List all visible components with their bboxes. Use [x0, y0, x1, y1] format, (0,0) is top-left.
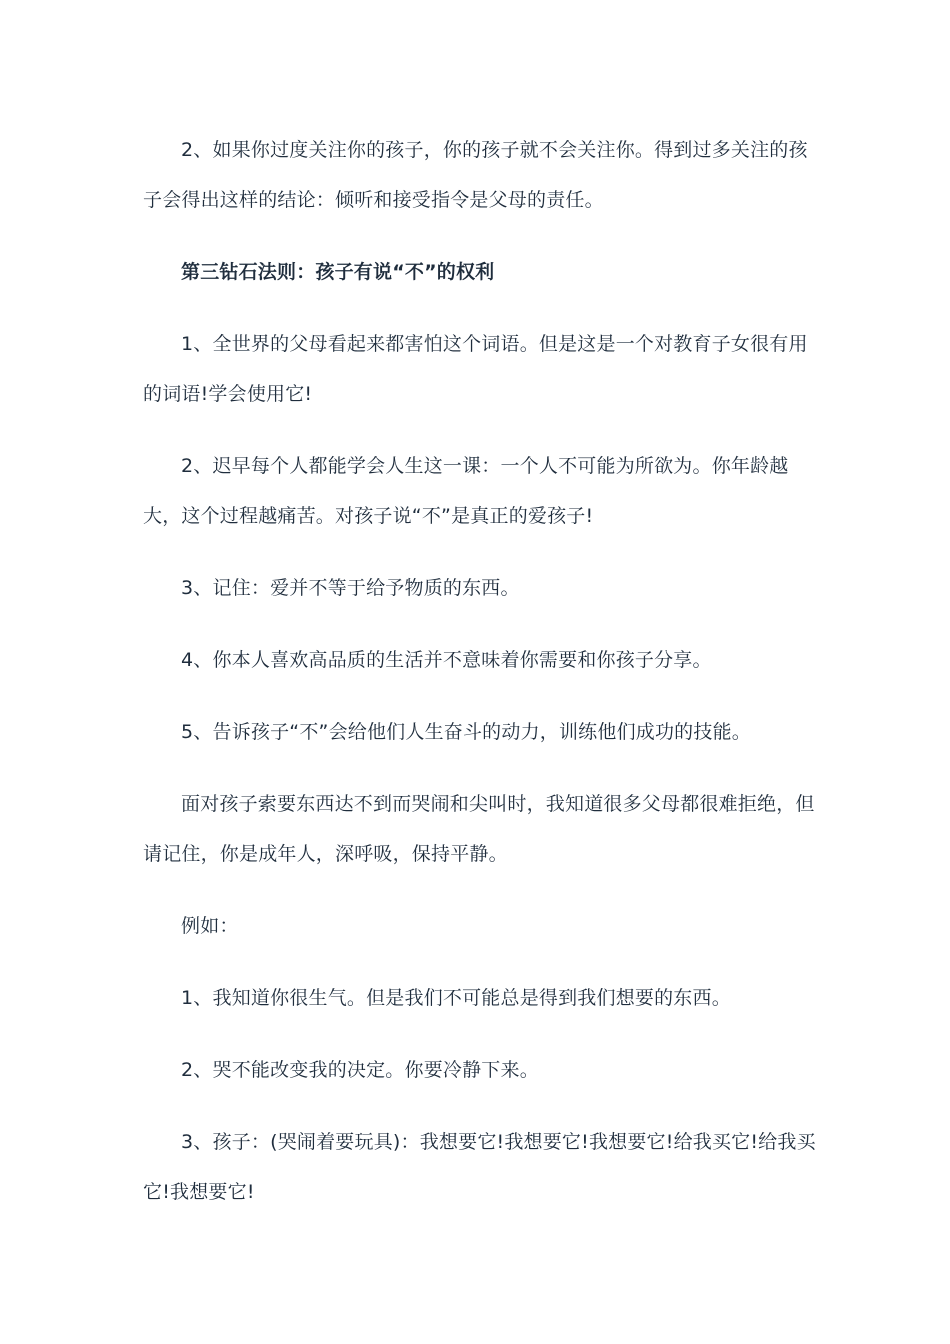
section-heading-third-rule: 第三钻石法则：孩子有说“不”的权利 [181, 261, 495, 283]
paragraph-rule3-item2: 2、迟早每个人都能学会人生这一课：一个人不可能为所欲为。你年龄越大，这个过程越痛苦。对孩子说“不”是真正的爱孩子! [143, 455, 789, 527]
paragraph-rule3-item1: 1、全世界的父母看起来都害怕这个词语。但是这是一个对教育子女很有用的词语!学会使用它! [143, 333, 808, 405]
paragraph-example-1: 1、我知道你很生气。但是我们不可能总是得到我们想要的东西。 [181, 987, 731, 1009]
paragraph-stay-calm: 面对孩子索要东西达不到而哭闹和尖叫时，我知道很多父母都很难拒绝，但请记住，你是成年人，深呼吸，保持平静。 [143, 793, 815, 865]
paragraph-example-label: 例如： [181, 915, 239, 937]
paragraph-attention: 2、如果你过度关注你的孩子，你的孩子就不会关注你。得到过多关注的孩子会得出这样的结论：倾听和接受指令是父母的责任。 [143, 139, 808, 211]
paragraph-rule3-item3: 3、记住：爱并不等于给予物质的东西。 [181, 577, 520, 599]
paragraph-rule3-item5: 5、告诉孩子“不”会给他们人生奋斗的动力，训练他们成功的技能。 [181, 721, 751, 743]
paragraph-rule3-item4: 4、你本人喜欢高品质的生活并不意味着你需要和你孩子分享。 [181, 649, 712, 671]
paragraph-example-2: 2、哭不能改变我的决定。你要冷静下来。 [181, 1059, 539, 1081]
paragraph-example-3: 3、孩子：(哭闹着要玩具)：我想要它!我想要它!我想要它!给我买它!给我买它!我想要它! [143, 1131, 816, 1203]
